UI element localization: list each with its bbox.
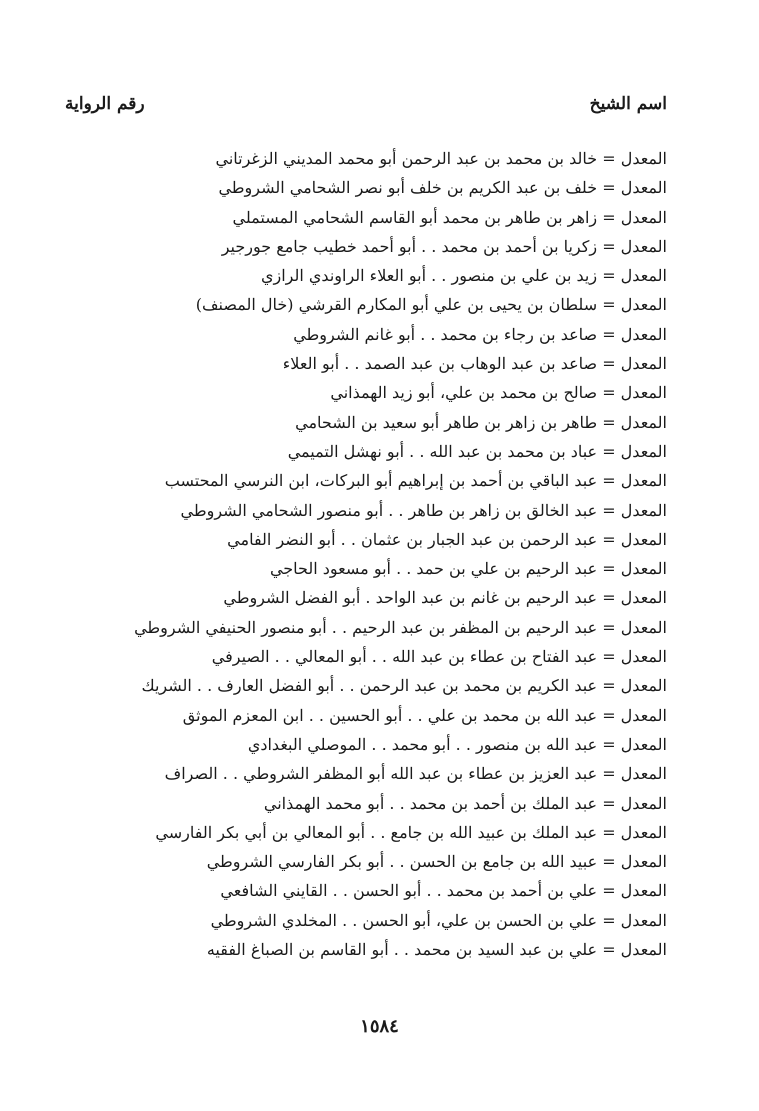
sheikh-entry: المعدل = عبيد الله بن جامع بن الحسن . . أبو بكر الفارسي الشروطي bbox=[206, 852, 667, 872]
sheikh-entry: المعدل = علي بن الحسن بن علي، أبو الحسن . . المخلدي الشروطي bbox=[210, 910, 667, 930]
sheikh-entry: المعدل = صاعد بن رجاء بن محمد . . أبو غانم الشروطي bbox=[293, 324, 667, 344]
sheikh-entry: المعدل = سلطان بن يحيى بن علي أبو المكارم القرشي (خال المصنف) bbox=[195, 295, 667, 315]
sheikh-entry: المعدل = عبد الرحمن بن عبد الجبار بن عثمان . . أبو النضر الفامي bbox=[227, 529, 667, 549]
sheikh-entry: المعدل = عبد الرحيم بن المظفر بن عبد الرحيم . . أبو منصور الحنيفي الشروطي bbox=[134, 617, 667, 637]
sheikh-entry: المعدل = زيد بن علي بن منصور . . أبو العلاء الراوندي الرازي bbox=[260, 266, 667, 286]
sheikh-entry: المعدل = زكريا بن أحمد بن محمد . . أبو أحمد خطيب جامع جورجير bbox=[221, 236, 667, 256]
sheikh-entry: المعدل = خالد بن محمد بن عبد الرحمن أبو محمد المديني الزغرتاني bbox=[215, 149, 667, 168]
sheikh-entry: المعدل = عبد الكريم بن محمد بن عبد الرحمن . . أبو الفضل العارف . . الشريك bbox=[141, 676, 667, 696]
sheikh-entries-list bbox=[67, 144, 667, 964]
sheikh-entry: المعدل = زاهر بن طاهر بن محمد أبو القاسم الشحامي المستملي bbox=[232, 207, 667, 227]
sheikh-entry: المعدل = علي بن عبد السيد بن محمد . . أبو القاسم بن الصباغ الفقيه bbox=[206, 940, 667, 960]
sheikh-entry: المعدل = عبد الباقي بن أحمد بن إبراهيم أبو البركات، ابن النرسي المحتسب bbox=[164, 471, 667, 491]
sheikh-entry: المعدل = عبد العزيز بن عطاء بن عبد الله أبو المظفر الشروطي . . الصراف bbox=[164, 764, 667, 784]
sheikh-entry: المعدل = عبد الخالق بن زاهر بن طاهر . . أبو منصور الشحامي الشروطي bbox=[180, 500, 667, 520]
sheikh-entry: المعدل = صاعد بن عبد الوهاب بن عبد الصمد . . أبو العلاء bbox=[282, 354, 667, 374]
narration-number-column-heading: رقم الرواية bbox=[65, 94, 145, 114]
sheikh-entry: المعدل = عباد بن محمد بن عبد الله . . أبو نهشل التميمي bbox=[287, 441, 667, 461]
sheikh-entry: المعدل = عبد الرحيم بن غانم بن عبد الواحد . أبو الفضل الشروطي bbox=[223, 588, 667, 608]
sheikh-entry: المعدل = طاهر بن زاهر بن طاهر أبو سعيد بن الشحامي bbox=[295, 412, 667, 432]
sheikh-entry: المعدل = صالح بن محمد بن علي، أبو زيد الهمذاني bbox=[330, 383, 667, 403]
sheikh-entry: المعدل = عبد الله بن منصور . . أبو محمد . . الموصلي البغدادي bbox=[247, 734, 667, 754]
sheikh-entry: المعدل = علي بن أحمد بن محمد . . أبو الحسن . . القايني الشافعي bbox=[220, 881, 667, 901]
sheikh-entry: المعدل = عبد الله بن محمد بن علي . . أبو الحسين . . ابن المعزم الموثق bbox=[182, 705, 667, 725]
sheikh-entry: المعدل = عبد الفتاح بن عطاء بن عبد الله . . أبو المعالي . . الصيرفي bbox=[211, 647, 667, 667]
sheikh-entry: المعدل = عبد الملك بن عبيد الله بن جامع . . أبو المعالي بن أبي بكر الفارسي bbox=[155, 822, 667, 842]
sheikh-entry: المعدل = خلف بن عبد الكريم بن خلف أبو نصر الشحامي الشروطي bbox=[218, 178, 667, 198]
page-number: ١٥٨٤ bbox=[360, 1016, 399, 1037]
sheikh-entry: المعدل = عبد الرحيم بن علي بن حمد . . أبو مسعود الحاجي bbox=[269, 559, 667, 579]
sheikh-name-column-heading: اسم الشيخ bbox=[589, 94, 667, 114]
sheikh-entry: المعدل = عبد الملك بن أحمد بن محمد . . أبو محمد الهمذاني bbox=[263, 793, 667, 813]
